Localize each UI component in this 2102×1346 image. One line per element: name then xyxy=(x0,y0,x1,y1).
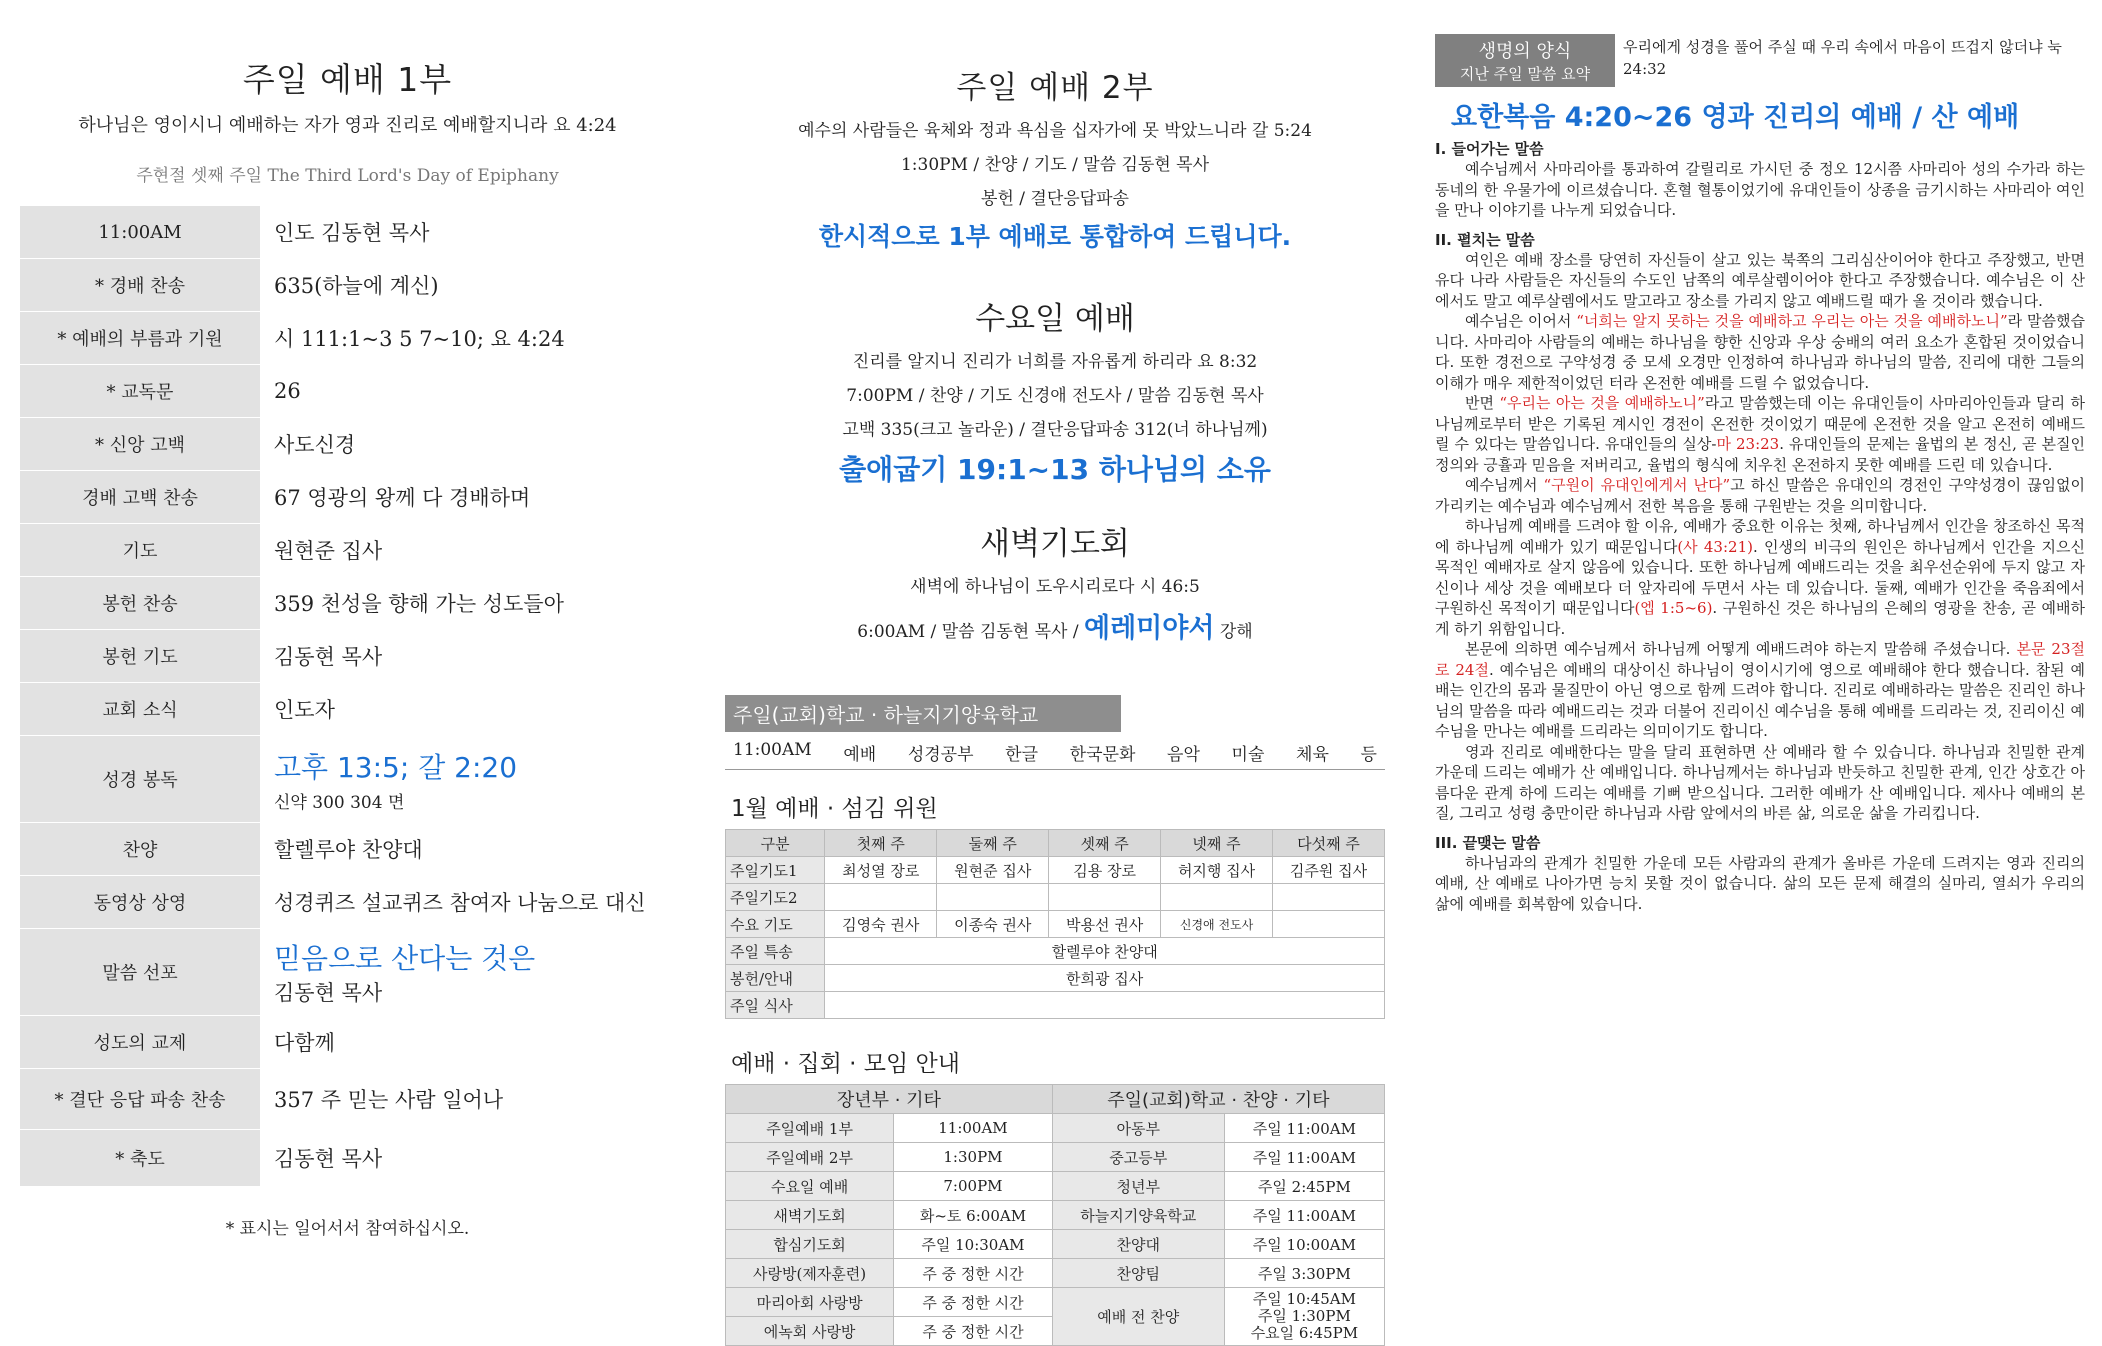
liturgical-season: 주현절 셋째 주일 The Third Lord's Day of Epiphany xyxy=(136,166,559,186)
section-heading: II. 펼치는 말씀 xyxy=(1435,230,1535,249)
table-cell: 7:00PM xyxy=(894,1172,1053,1201)
column-header: 첫째 주 xyxy=(825,830,937,857)
table-cell: 주일 식사 xyxy=(726,992,825,1019)
order-row xyxy=(20,1069,675,1129)
order-label: 경배 고백 찬송 xyxy=(20,471,260,523)
order-row xyxy=(20,471,675,523)
table-header-row xyxy=(726,830,1385,857)
text: 라 말씀했습니다. 사마리아 사람들의 예배는 하나님을 향한 신앙과 우상 숭배의 여러 요소가 혼합된 것이었습니다. 또한 경전으로 구약성경 중 모세 오경만 인정하여 하나님과 하나님의 말씀, 진리에 대한 그들의 이해가 매우 제한적이었던 터라 온전한 예배를 드릴 수 없었습니다. xyxy=(1435,312,2086,392)
order-row xyxy=(20,206,675,258)
text: 라고 말씀했는데 이는 유대인들이 사마리아인들과 달리 하나님께로부터 받은 기록된 계시인 경전이 온전한 것이었기 때문에 온전한 것을 알고 온전히 예배드릴 수 있다는 말씀입니다. 유대인들의 실상- xyxy=(1435,394,2086,453)
order-value: 다함께 xyxy=(274,1031,335,1055)
table-cell: 최성열 장로 xyxy=(825,857,937,884)
table-cell: 주일예배 2부 xyxy=(726,1143,894,1172)
order-row xyxy=(20,1130,675,1186)
sunday-service-1-column xyxy=(20,0,675,1239)
order-label: * 경배 찬송 xyxy=(20,259,260,311)
table-cell: 수요 기도 xyxy=(726,911,825,938)
table-cell: 1:30PM xyxy=(894,1143,1053,1172)
table-cell xyxy=(937,884,1049,911)
order-value: 할렐루야 찬양대 xyxy=(274,838,423,862)
standing-footnote: * 표시는 일어서서 참여하십시오. xyxy=(225,1219,470,1239)
summary-tag-title: 생명의 양식 xyxy=(1478,41,1572,62)
order-value: 357 주 믿는 사람 일어나 xyxy=(274,1088,504,1112)
school-heading: 주일(교회)학교 · 하늘지기양육학교 xyxy=(725,695,1121,732)
table-cell: 이종숙 권사 xyxy=(937,911,1049,938)
table-row xyxy=(726,992,1385,1019)
table-cell: 사랑방(제자훈련) xyxy=(726,1259,894,1288)
table-cell: 주 중 정한 시간 xyxy=(894,1259,1053,1288)
school-item: 한국문화 xyxy=(1069,745,1136,765)
table-cell: 새벽기도회 xyxy=(726,1201,894,1230)
order-value: 시 111:1~3 5 7~10; 요 4:24 xyxy=(274,327,565,351)
dawn-prayer-title: 새벽기도회 xyxy=(980,526,1130,562)
school-item: 예배 xyxy=(843,745,877,765)
service-1-title: 주일 예배 1부 xyxy=(242,60,453,99)
sermon-row xyxy=(20,929,675,1015)
meeting-guide-table xyxy=(725,1084,1385,1346)
order-row xyxy=(20,312,675,364)
school-subjects xyxy=(725,740,1385,770)
school-item: 미술 xyxy=(1231,745,1265,765)
table-cell: 주일 10:30AM xyxy=(894,1230,1053,1259)
table-cell: 주일 11:00AM xyxy=(1224,1201,1384,1230)
text: . 인생의 비극의 원인은 하나님께서 인간을 지으신 목적인 예배자로 살지 않음에 있습니다. 또한 하나님께 예배드리는 것을 최우선순위에 두지 않고 자신이나 세상 것을 예배보다 더 앞자리에 두면서 사는 데 있습니다. 둘째, 예배가 인간을 죽음죄에서 구원하신 목적이기 때문입니다 xyxy=(1435,537,2085,617)
table-cell: 주일기도1 xyxy=(726,857,825,884)
paragraph xyxy=(1435,311,2085,393)
order-label: 11:00AM xyxy=(20,206,260,258)
highlight: 본문 23절로 24절 xyxy=(1435,640,2085,679)
paragraph xyxy=(1435,393,2085,475)
table-cell: 김용 장로 xyxy=(1049,857,1161,884)
table-cell: 봉헌/안내 xyxy=(726,965,825,992)
table-row xyxy=(726,884,1385,911)
table-row xyxy=(726,911,1385,938)
school-item: 체육 xyxy=(1296,745,1329,765)
wednesday-service-title: 수요일 예배 xyxy=(975,301,1135,337)
paragraph: 예수님께서 사마리아를 통과하여 갈릴리로 가시던 중 정오 12시쯤 사마리아 성의 수가라 하는 동네의 한 우물가에 이르셨습니다. 혼혈 혈통이었기에 유대인들이 상종을 금기시하는 사마리아 여인을 만나 이야기를 나누게 되었습니다. xyxy=(1435,160,2085,219)
table-row xyxy=(726,938,1385,965)
column-header: 장년부 · 기타 xyxy=(726,1085,1053,1114)
wednesday-line: 7:00PM / 찬양 / 기도 신경애 전도사 / 말씀 김동현 목사 xyxy=(846,386,1264,406)
highlight: “너희는 알지 못하는 것을 예배하고 우리는 아는 것을 예배하노니” xyxy=(1576,312,2008,330)
text: 고 하신 말씀은 유대인의 경전인 구약성경이 끊임없이 가리키는 예수님과 예수님께서 전한 복음을 통해 구원받는 것을 의미합니다. xyxy=(1435,476,2086,515)
order-label: * 축도 xyxy=(20,1130,260,1186)
summary-header xyxy=(1435,34,2085,87)
table-cell: 합심기도회 xyxy=(726,1230,894,1259)
text: 반면 xyxy=(1465,394,1500,412)
order-value: 67 영광의 왕께 다 경배하며 xyxy=(274,486,531,510)
wednesday-verse: 진리를 알지니 진리가 너희를 자유롭게 하리라 요 8:32 xyxy=(852,352,1258,372)
table-cell xyxy=(1224,1288,1384,1346)
table-cell: 11:00AM xyxy=(894,1114,1053,1143)
order-value: 26 xyxy=(274,379,301,403)
paragraph xyxy=(1435,475,2085,516)
committee-table xyxy=(725,829,1385,1019)
sermon-summary-title: 요한복음 4:20~26 영과 진리의 예배 / 산 예배 xyxy=(1451,102,2020,133)
school-item: 한글 xyxy=(1005,745,1039,765)
column-header: 둘째 주 xyxy=(937,830,1049,857)
order-value: 인도자 xyxy=(274,698,335,722)
scripture-reading-row xyxy=(20,736,675,822)
table-cell: 허지행 집사 xyxy=(1161,857,1273,884)
school-item: 음악 xyxy=(1167,745,1200,765)
table-cell: 김영숙 권사 xyxy=(825,911,937,938)
dawn-prayer-time: 6:00AM / 말씀 김동현 목사 / xyxy=(857,622,1079,642)
order-value: 635(하늘에 계신) xyxy=(274,274,439,298)
table-cell: 김주원 집사 xyxy=(1273,857,1385,884)
table-cell: 박용선 권사 xyxy=(1049,911,1161,938)
dawn-prayer-suffix: 강해 xyxy=(1219,622,1253,642)
table-cell: 한희광 집사 xyxy=(825,965,1385,992)
table-row xyxy=(726,965,1385,992)
order-value xyxy=(260,929,675,1015)
column-header: 구분 xyxy=(726,830,825,857)
table-cell: 주일 11:00AM xyxy=(1224,1114,1384,1143)
table-cell: 할렐루야 찬양대 xyxy=(825,938,1385,965)
praise-time: 주일 1:30PM xyxy=(1257,1307,1351,1325)
paragraph: 여인은 예배 장소를 당연히 자신들이 살고 있는 북쪽의 그리심산이어야 한다고 주장했고, 반면 유다 나라 사람들은 자신들의 수도인 남쪽의 예루살렘이어야 한다고 주장했습니다. 예수님은 이 산에서도 말고 예루살렘에서도 말고라고 장소를 가리지 않고 예배드릴 때가 올 것이라 했습니다. xyxy=(1435,250,2085,310)
order-row xyxy=(20,630,675,682)
order-label: * 예배의 부름과 기원 xyxy=(20,312,260,364)
order-label: 성도의 교제 xyxy=(20,1016,260,1068)
table-row xyxy=(726,1172,1385,1201)
guide-title: 예배 · 집회 · 모임 안내 xyxy=(731,1051,960,1077)
section-heading: I. 들어가는 말씀 xyxy=(1435,140,1544,158)
sermon-title: 믿음으로 산다는 것은 xyxy=(274,942,536,975)
highlight: “구원이 유대인에게서 난다” xyxy=(1543,476,1731,494)
table-cell: 마리아회 사랑방 xyxy=(726,1288,894,1317)
highlight: (사 43:21) xyxy=(1677,537,1753,556)
column-header: 셋째 주 xyxy=(1049,830,1161,857)
table-cell: 예배 전 찬양 xyxy=(1052,1288,1224,1346)
order-row xyxy=(20,1016,675,1068)
table-row xyxy=(726,1288,1385,1317)
table-cell: 주 중 정한 시간 xyxy=(894,1317,1053,1346)
table-row xyxy=(726,1201,1385,1230)
wednesday-line: 고백 335(크고 놀라운) / 결단응답파송 312(너 하나님께) xyxy=(842,420,1268,440)
table-row xyxy=(726,1230,1385,1259)
order-value: 김동현 목사 xyxy=(274,645,383,669)
order-row xyxy=(20,823,675,875)
order-label: 교회 소식 xyxy=(20,683,260,735)
table-cell: 하늘지기양육학교 xyxy=(1052,1201,1224,1230)
service-1-verse: 하나님은 영이시니 예배하는 자가 영과 진리로 예배할지니라 요 4:24 xyxy=(78,115,617,136)
dawn-prayer-book: 예레미야서 xyxy=(1084,613,1215,644)
order-row xyxy=(20,683,675,735)
school-item: 등 xyxy=(1360,745,1377,765)
service-2-verse: 예수의 사람들은 육체와 정과 욕심을 십자가에 못 박았느니라 갈 5:24 xyxy=(798,121,1312,141)
table-cell: 신경애 전도사 xyxy=(1161,911,1273,938)
service-2-line: 봉헌 / 결단응답파송 xyxy=(981,189,1129,209)
text: . 유대인들의 문제는 율법의 본 정신, 곧 본질인 정의와 긍휼과 믿음을 저버리고, 율법의 형식에 치우친 온전하지 못한 예배를 드린 데 있습니다. xyxy=(1435,435,2085,474)
school-item: 성경공부 xyxy=(907,745,974,765)
order-value xyxy=(260,736,675,822)
column-header: 넷째 주 xyxy=(1161,830,1273,857)
table-cell xyxy=(1049,884,1161,911)
table-cell: 주일 11:00AM xyxy=(1224,1143,1384,1172)
table-cell: 원현준 집사 xyxy=(937,857,1049,884)
sermon-summary-column xyxy=(1435,0,2085,914)
table-cell xyxy=(825,992,1385,1019)
table-cell: 청년부 xyxy=(1052,1172,1224,1201)
text: . 예수님은 예배의 대상이신 하나님이 영이시기에 영으로 예배해야 한다 했습니다. 참된 예배는 인간의 몸과 물질만이 아닌 영으로 함께 드려야 합니다. 진리로 예배하라는 말씀은 진리인 하나님의 말씀을 따라 예배드리는 것과 더불어 진리이신 예수님을 통해 예배를 드리라는 것, 진리이신 예수님을 만나는 예배를 드리라는 의미이기도 합니다. xyxy=(1435,660,2085,740)
table-cell: 찬양팀 xyxy=(1052,1259,1224,1288)
table-cell xyxy=(1273,911,1385,938)
order-label: 봉헌 찬송 xyxy=(20,577,260,629)
text: 본문에 의하면 예수님께서 하나님께 어떻게 예배드려야 하는지 말씀해 주셨습니다. xyxy=(1465,640,2017,658)
summary-quote: 우리에게 성경을 풀어 주실 때 우리 속에서 마음이 뜨겁지 않더냐 눅 24:32 xyxy=(1623,38,2062,78)
table-cell: 화~토 6:00AM xyxy=(894,1201,1053,1230)
table-cell: 주일 2:45PM xyxy=(1224,1172,1384,1201)
column-header: 주일(교회)학교 · 찬양 · 기타 xyxy=(1052,1085,1384,1114)
highlight: “우리는 아는 것을 예배하노니” xyxy=(1499,394,1705,412)
order-of-worship xyxy=(20,206,675,1186)
dawn-prayer-line xyxy=(725,606,1385,645)
order-label: * 교독문 xyxy=(20,365,260,417)
order-row xyxy=(20,418,675,470)
table-cell: 주일 특송 xyxy=(726,938,825,965)
table-row xyxy=(726,1143,1385,1172)
order-row xyxy=(20,259,675,311)
table-cell: 중고등부 xyxy=(1052,1143,1224,1172)
order-label: * 결단 응답 파송 찬송 xyxy=(20,1069,260,1129)
wednesday-sermon: 출애굽기 19:1~13 하나님의 소유 xyxy=(839,453,1271,486)
summary-tag xyxy=(1435,34,1615,87)
order-value: 김동현 목사 xyxy=(274,1147,383,1171)
order-label: 찬양 xyxy=(20,823,260,875)
text: 하나님께 예배를 드려야 할 이유, 예배가 중요한 이유는 첫째, 하나님께서 인간을 창조하신 목적에 하나님께 예배가 있기 때문입니다 xyxy=(1435,517,2085,556)
highlight: (엡 1:5~6) xyxy=(1634,599,1713,617)
table-cell: 아동부 xyxy=(1052,1114,1224,1143)
service-2-line: 1:30PM / 찬양 / 기도 / 말씀 김동현 목사 xyxy=(900,155,1210,175)
scripture-page: 신약 300 304 면 xyxy=(274,792,405,813)
table-cell: 찬양대 xyxy=(1052,1230,1224,1259)
paragraph xyxy=(1435,516,2085,639)
order-row xyxy=(20,524,675,576)
committee-title: 1월 예배 · 섬김 위원 xyxy=(731,796,938,822)
table-cell: 주일 3:30PM xyxy=(1224,1259,1384,1288)
table-cell xyxy=(825,884,937,911)
service-2-notice: 한시적으로 1부 예배로 통합하여 드립니다. xyxy=(818,222,1292,251)
order-row xyxy=(20,577,675,629)
table-cell xyxy=(1273,884,1385,911)
table-cell: 에녹회 사랑방 xyxy=(726,1317,894,1346)
paragraph: 하나님과의 관계가 친밀한 가운데 모든 사람과의 관계가 올바른 가운데 드려지는 영과 진리의 예배, 산 예배로 나아가면 능치 못할 것이 없습니다. 삶의 모든 문제 해결의 실마리, 열쇠가 우리의 삶에 예배를 회복함에 있습니다. xyxy=(1435,853,2085,913)
service-2-title: 주일 예배 2부 xyxy=(956,70,1154,106)
order-label: 봉헌 기도 xyxy=(20,630,260,682)
table-cell: 수요일 예배 xyxy=(726,1172,894,1201)
school-item: 11:00AM xyxy=(733,740,812,760)
order-label: 기도 xyxy=(20,524,260,576)
table-cell: 주일 10:00AM xyxy=(1224,1230,1384,1259)
paragraph: 영과 진리로 예배한다는 말을 달리 표현하면 산 예배라 할 수 있습니다. 하나님과 친밀한 관계 가운데 드리는 예배가 산 예배입니다. 하나님께서는 하나님과 반듯하고 친밀한 관계, 인간 상호간 아름다운 관계 하에 드리는 예배를 기뻐 받으십니다. 그러한 예배가 산 예배입니다. 제사나 예배의 본질, 그리고 성령 충만이란 하나님과 사람 앞에서의 바른 삶, 의로운 삶을 가리킵니다. xyxy=(1435,742,2085,822)
text: . 구원하신 것은 하나님의 은혜의 영광을 찬송, 곧 예배하게 하기 위함입니다. xyxy=(1435,599,2085,638)
table-cell: 주일예배 1부 xyxy=(726,1114,894,1143)
column-header: 다섯째 주 xyxy=(1273,830,1385,857)
table-cell: 주 중 정한 시간 xyxy=(894,1288,1053,1317)
other-services-column xyxy=(725,0,1385,1346)
order-label: 동영상 상영 xyxy=(20,876,260,928)
order-row xyxy=(20,876,675,928)
summary-tag-subtitle: 지난 주일 말씀 요약 xyxy=(1459,65,1591,83)
order-label: 말씀 선포 xyxy=(20,929,260,1015)
order-value: 원현준 집사 xyxy=(274,539,383,563)
order-value: 성경퀴즈 설교퀴즈 참여자 나눔으로 대신 xyxy=(274,891,646,915)
highlight: 마 23:23 xyxy=(1716,435,1780,453)
table-header-row xyxy=(726,1085,1385,1114)
dawn-prayer-verse: 새벽에 하나님이 도우시리로다 시 46:5 xyxy=(910,577,1200,597)
order-label: * 신앙 고백 xyxy=(20,418,260,470)
praise-time: 수요일 6:45PM xyxy=(1250,1324,1359,1342)
paragraph xyxy=(1435,639,2085,742)
preacher: 김동현 목사 xyxy=(274,981,383,1005)
table-row xyxy=(726,1259,1385,1288)
order-label: 성경 봉독 xyxy=(20,736,260,822)
scripture-reference: 고후 13:5; 갈 2:20 xyxy=(274,750,518,784)
order-value: 359 천성을 향해 가는 성도들아 xyxy=(274,592,564,616)
order-row xyxy=(20,365,675,417)
table-cell: 주일기도2 xyxy=(726,884,825,911)
order-value: 인도 김동현 목사 xyxy=(274,221,430,245)
table-row xyxy=(726,857,1385,884)
praise-time: 주일 10:45AM xyxy=(1252,1290,1356,1308)
table-row xyxy=(726,1114,1385,1143)
text: 예수님께서 xyxy=(1465,476,1544,494)
order-value: 사도신경 xyxy=(274,433,356,457)
section-heading: III. 끝맺는 말씀 xyxy=(1435,833,1541,852)
text: 예수님은 이어서 xyxy=(1465,312,1577,330)
table-cell xyxy=(1161,884,1273,911)
